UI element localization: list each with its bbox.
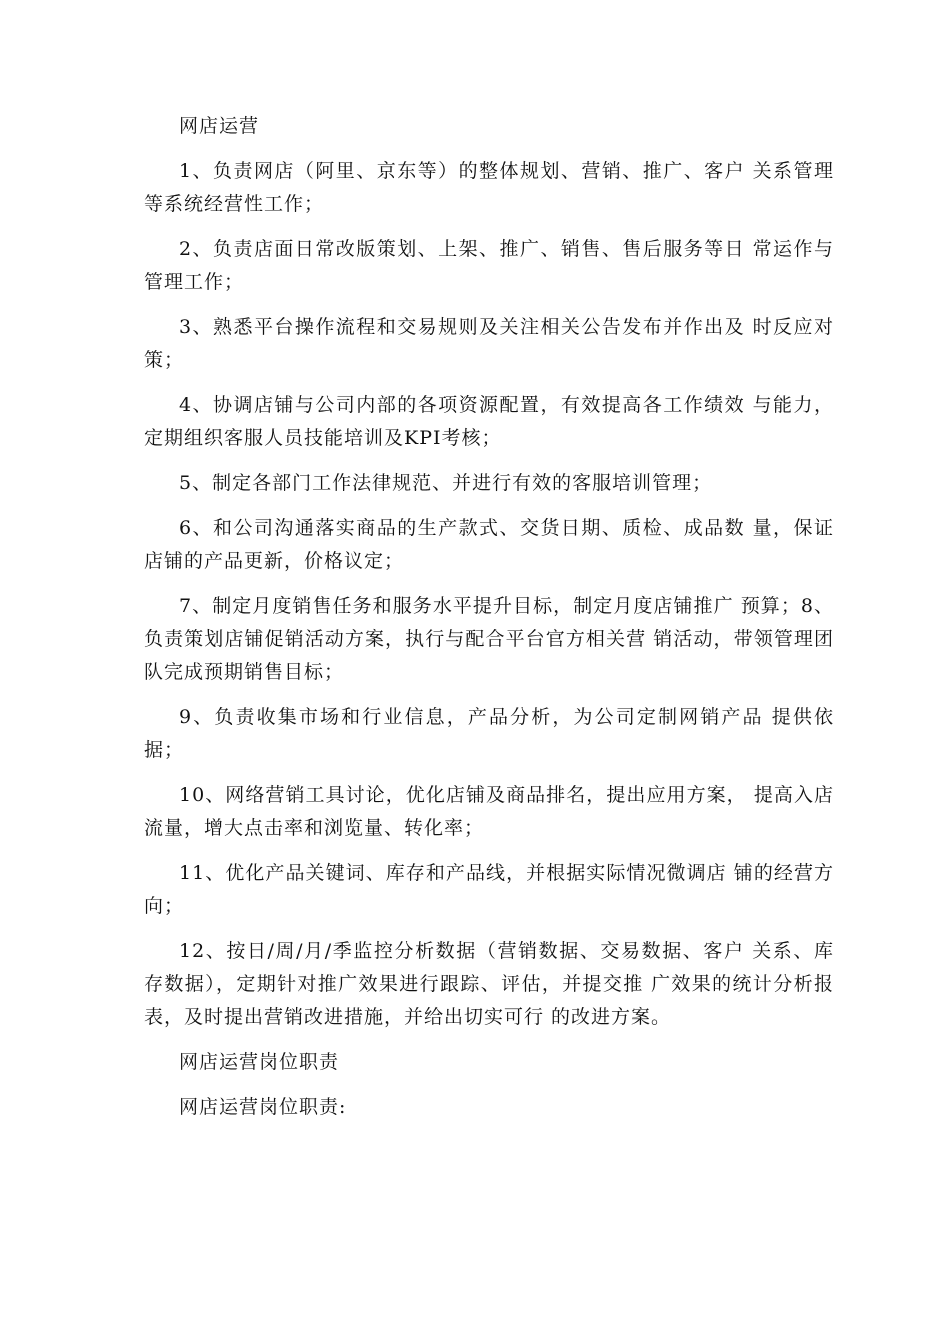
section-subtitle: 网店运营岗位职责: <box>179 1096 347 1118</box>
document-body <box>144 110 834 1136</box>
duty-item-4: 4、协调店铺与公司内部的各项资源配置，有效提高各工作绩效 与能力，定期组织客服人员技能培训及KPI考核； <box>144 394 834 449</box>
duty-item-9: 9、负责收集市场和行业信息，产品分析，为公司定制网销产品 提供依据； <box>144 706 834 761</box>
duty-item-1: 1、负责网店（阿里、京东等）的整体规划、营销、推广、客户 关系管理等系统经营性工作； <box>144 160 834 215</box>
duty-item-6: 6、和公司沟通落实商品的生产款式、交货日期、质检、成品数 量，保证店铺的产品更新，价格议定； <box>144 517 834 572</box>
duty-item-3: 3、熟悉平台操作流程和交易规则及关注相关公告发布并作出及 时反应对策； <box>144 316 834 371</box>
section-title: 网店运营岗位职责 <box>179 1051 340 1073</box>
duty-item-7-8: 7、制定月度销售任务和服务水平提升目标，制定月度店铺推广 预算；8、负责策划店铺促销活动方案，执行与配合平台官方相关营 销活动，带领管理团队完成预期销售目标； <box>144 595 834 683</box>
duty-item-11: 11、优化产品关键词、库存和产品线，并根据实际情况微调店 铺的经营方向； <box>144 862 834 917</box>
duty-item-5: 5、制定各部门工作法律规范、并进行有效的客服培训管理； <box>179 472 713 494</box>
duty-item-10: 10、网络营销工具讨论，优化店铺及商品排名，提出应用方案， 提高入店流量，增大点击率和浏览量、转化率； <box>144 784 834 839</box>
duty-item-2: 2、负责店面日常改版策划、上架、推广、销售、售后服务等日 常运作与管理工作； <box>144 238 834 293</box>
document-title: 网店运营 <box>179 115 260 137</box>
duty-item-12: 12、按日/周/月/季监控分析数据（营销数据、交易数据、客户 关系、库存数据），定期针对推广效果进行跟踪、评估，并提交推 广效果的统计分析报表，及时提出营销改进措施，并给出切实可行 的改进方案。 <box>144 940 834 1028</box>
